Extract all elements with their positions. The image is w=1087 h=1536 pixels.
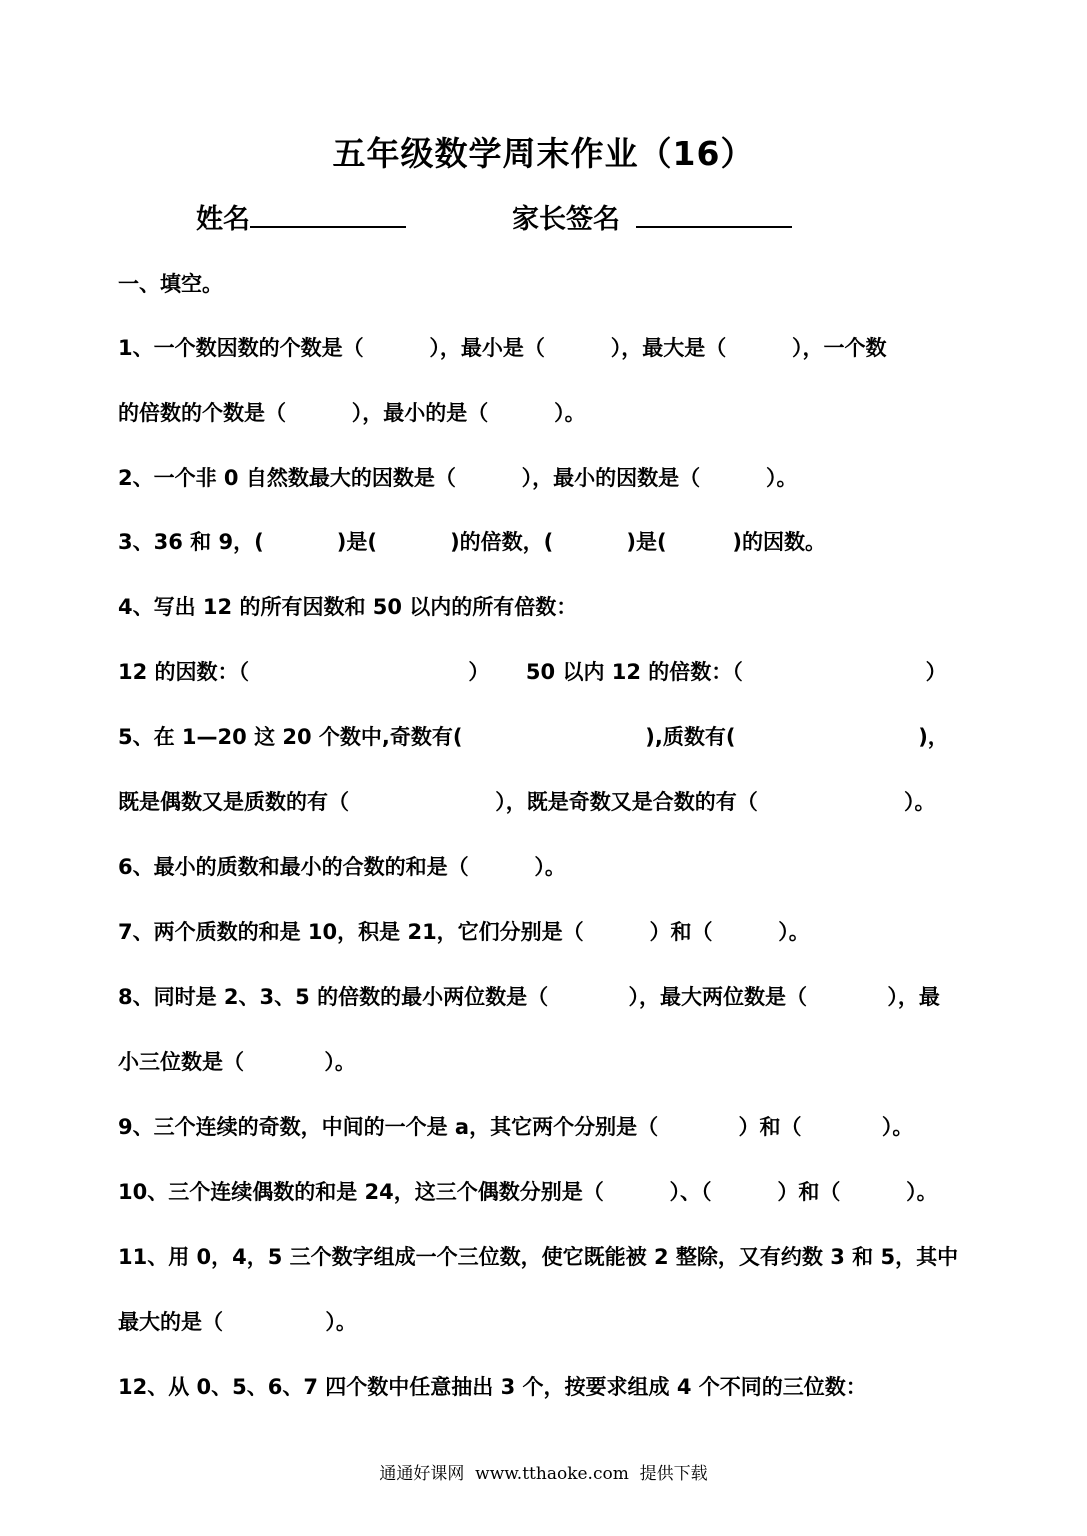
question-line: 4、写出 12 的所有因数和 50 以内的所有倍数： bbox=[118, 595, 578, 619]
question-line: 最大的是（ ）。 bbox=[118, 1310, 357, 1334]
parent-signature-blank bbox=[636, 196, 792, 228]
question-line: 10、三个连续偶数的和是 24，这三个偶数分别是（ ）、（ ）和（ ）。 bbox=[118, 1180, 938, 1204]
question-line: 的倍数的个数是（ ），最小的是（ ）。 bbox=[118, 401, 586, 425]
name-label: 姓名 bbox=[196, 204, 250, 235]
question-line: 6、最小的质数和最小的合数的和是（ ）。 bbox=[118, 855, 566, 879]
footer-note: 通通好课网 www.tthaoke.com 提供下载 bbox=[379, 1464, 708, 1484]
parent-signature-label: 家长签名 bbox=[512, 204, 620, 235]
parent-signature-field bbox=[512, 196, 792, 242]
question-line: 11、用 0，4，5 三个数字组成一个三位数，使它既能被 2 整除，又有约数 3 和 5，其中 bbox=[118, 1245, 959, 1269]
question-line: 7、两个质数的和是 10，积是 21，它们分别是（ ）和（ ）。 bbox=[118, 920, 810, 944]
question-line: 8、同时是 2、3、5 的倍数的最小两位数是（ ），最大两位数是（ ），最 bbox=[118, 985, 940, 1009]
name-blank bbox=[250, 196, 406, 228]
question-line: 既是偶数又是质数的有（ ），既是奇数又是合数的有（ ）。 bbox=[118, 790, 936, 814]
question-line: 12 的因数：（ ） 50 以内 12 的倍数：（ ） bbox=[118, 660, 947, 684]
question-line: 1、一个数因数的个数是（ ），最小是（ ），最大是（ ），一个数 bbox=[118, 336, 887, 360]
question-line: 9、三个连续的奇数，中间的一个是 a，其它两个分别是（ ）和（ ）。 bbox=[118, 1115, 914, 1139]
question-line: 2、一个非 0 自然数最大的因数是（ ），最小的因数是（ ）。 bbox=[118, 466, 798, 490]
section-heading: 一、填空。 bbox=[118, 272, 223, 296]
question-line: 3、36 和 9，( )是( )的倍数，( )是( )的因数。 bbox=[118, 530, 826, 554]
name-signature-field bbox=[196, 196, 406, 242]
page-title: 五年级数学周末作业（16） bbox=[332, 134, 755, 173]
question-line: 12、从 0、5、6、7 四个数中任意抽出 3 个，按要求组成 4 个不同的三位数： bbox=[118, 1375, 867, 1399]
question-line: 5、在 1—20 这 20 个数中,奇数有( ),质数有( )， bbox=[118, 725, 949, 749]
question-line: 小三位数是（ ）。 bbox=[118, 1050, 356, 1074]
